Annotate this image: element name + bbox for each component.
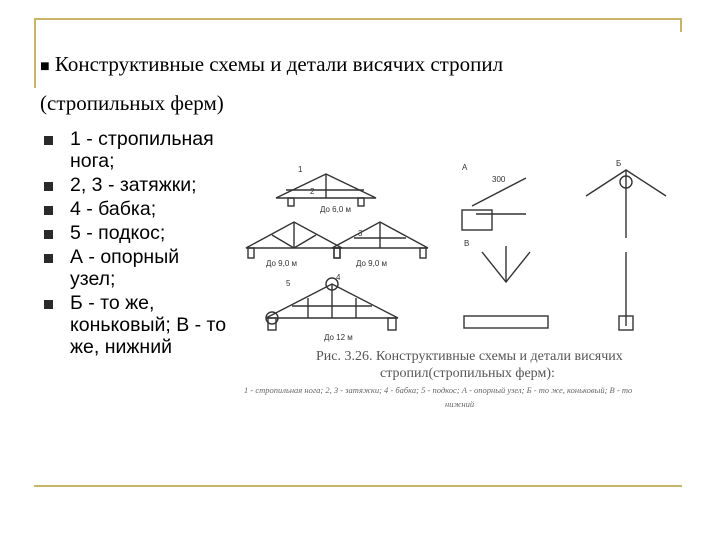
square-bullet-icon [44, 206, 53, 215]
figure-legend-line-1: 1 - стропильная нога; 2, 3 - затяжки; 4 - бабка; 5 - подкос; А - опорный узел; Б - то же, коньковый; В - то [244, 385, 633, 395]
legend-list [44, 128, 229, 360]
truss-4-support-right [388, 318, 396, 330]
top-rule [34, 18, 682, 20]
truss-1-support-left [288, 198, 294, 206]
slide-title [40, 46, 680, 121]
list-item: 2, 3 - затяжки; [44, 174, 229, 196]
truss-1-support-right [358, 198, 364, 206]
figure-legend-line-2: нижний [445, 399, 475, 409]
left-rule [34, 18, 36, 88]
title-line-1: Конструктивные схемы и детали висячих стропил [54, 52, 504, 76]
number-label-2: 2 [310, 187, 315, 196]
number-label-3: 3 [358, 229, 363, 238]
figure-caption-line-1: Рис. 3.26. Конструктивные схемы и детали висячих [316, 349, 623, 364]
list-item: 4 - бабка; [44, 198, 229, 220]
truss-2-strut-left [272, 235, 294, 248]
span-label-2: До 9,0 м [266, 259, 298, 268]
square-bullet-icon [44, 300, 53, 309]
truss-3-support-right [420, 248, 426, 258]
square-bullet-icon [44, 182, 53, 191]
detail-c-label: В [464, 239, 470, 248]
detail-c-tie [464, 316, 548, 328]
span-label-4: До 12 м [324, 333, 353, 342]
truss-3-support-left [334, 248, 340, 258]
list-item: Б - то же, коньковый; В - то же, нижний [44, 292, 229, 358]
square-bullet-icon [44, 254, 53, 263]
title-line-2: (стропильных ферм) [40, 91, 224, 115]
square-bullet-icon [44, 230, 53, 239]
span-label-3: До 9,0 м [356, 259, 388, 268]
list-item: А - опорный узел; [44, 246, 229, 290]
detail-a-label: А [462, 163, 468, 172]
span-label-1: До 6,0 м [320, 205, 352, 214]
list-item: 5 - подкос; [44, 222, 229, 244]
bottom-rule [34, 485, 682, 487]
list-item: 1 - стропильная нога; [44, 128, 229, 172]
number-label-4: 4 [336, 273, 341, 282]
number-label-1: 1 [298, 165, 303, 174]
number-label-5: 5 [286, 279, 291, 288]
detail-a-wall [462, 210, 492, 230]
truss-2-support-left [248, 248, 254, 258]
title-bullet: ■ [40, 58, 50, 75]
right-rule [680, 18, 682, 32]
detail-b-label: Б [616, 159, 622, 168]
truss-2-support-right [334, 248, 340, 258]
truss-2-strut-right [294, 235, 316, 248]
figure-caption-line-2: стропил(стропильных ферм): [380, 366, 555, 381]
dimension-label: 300 [492, 175, 506, 184]
square-bullet-icon [44, 136, 53, 145]
